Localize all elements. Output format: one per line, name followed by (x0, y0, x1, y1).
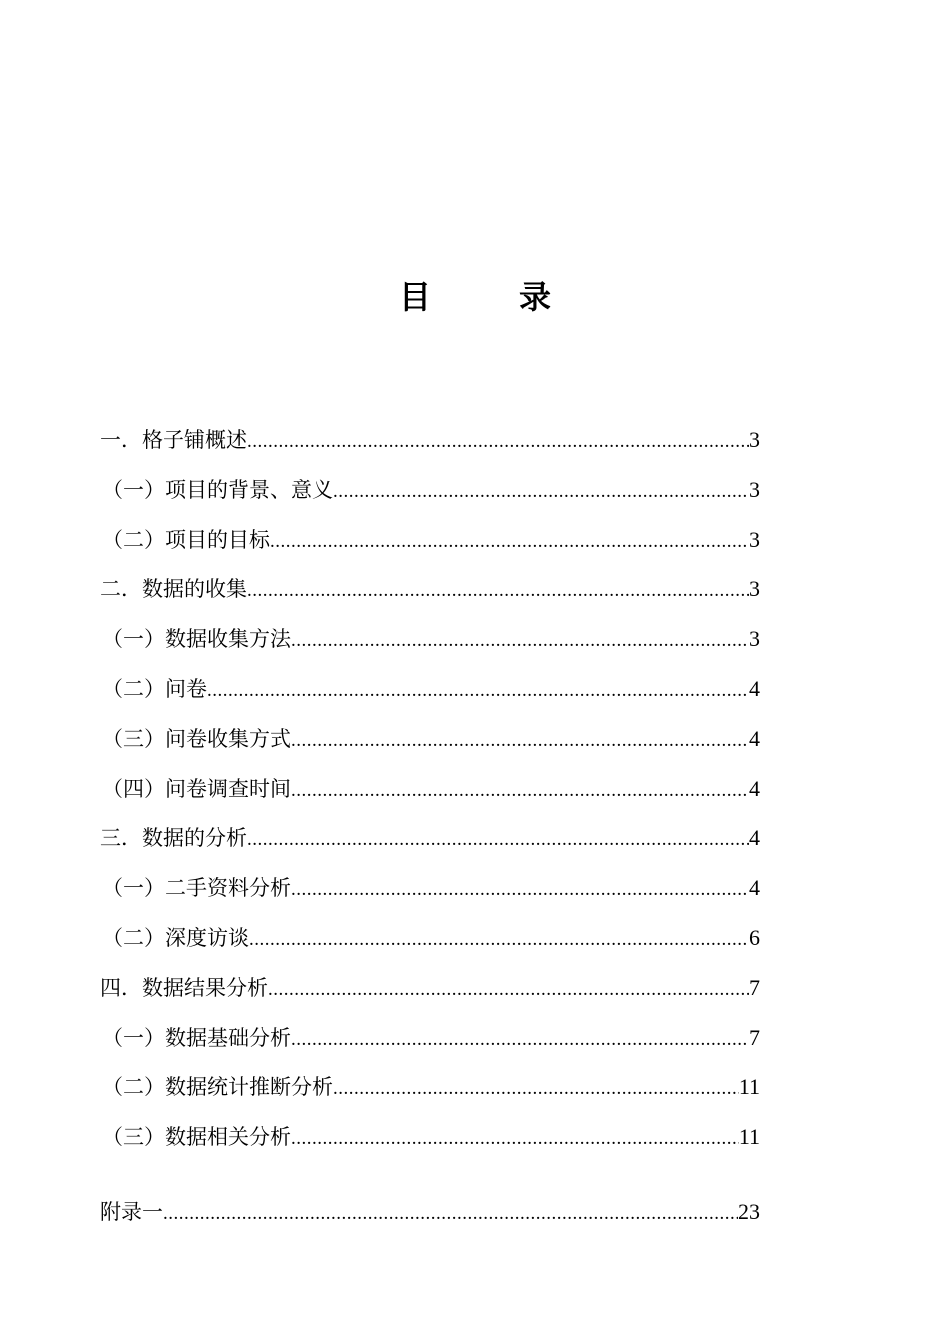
toc-entry-4-1[interactable] (100, 1018, 760, 1068)
toc-entry-label: （三）数据相关分析 (102, 1125, 291, 1150)
toc-leader-dots (291, 1119, 739, 1159)
toc-entry-label: （二）问卷 (102, 676, 207, 701)
toc-entry-label: （二）数据统计推断分析 (102, 1075, 333, 1100)
toc-entry-page: 7 (749, 974, 760, 1000)
toc-entry-1-1[interactable] (100, 470, 760, 520)
toc-entry-label: （四）问卷调查时间 (102, 776, 291, 801)
toc-entry-page: 4 (749, 675, 760, 701)
toc-entry-label: 四．数据结果分析 (100, 975, 268, 1000)
toc-entry-page: 4 (749, 875, 760, 901)
toc-entry-label: 二．数据的收集 (100, 577, 247, 602)
toc-title: 目 录 (398, 278, 579, 316)
toc-leader-dots (207, 671, 749, 711)
toc-leader-dots (291, 621, 749, 661)
toc-leader-dots (291, 721, 749, 761)
toc-entry-page: 23 (738, 1198, 760, 1224)
toc-entry-page: 4 (749, 825, 760, 851)
toc-leader-dots (268, 970, 749, 1010)
toc-entry-page: 3 (749, 526, 760, 552)
toc-entry-3[interactable] (100, 818, 760, 868)
toc-leader-dots (291, 771, 749, 811)
toc-entry-page: 7 (749, 1024, 760, 1050)
toc-leader-dots (247, 571, 749, 611)
toc-entry-label: 一．格子铺概述 (100, 428, 247, 452)
toc-entry-1-2[interactable] (100, 520, 760, 570)
toc-entry-page: 3 (749, 427, 760, 452)
toc-entry-2-2[interactable] (100, 669, 760, 719)
toc-entry-appendix-1[interactable] (100, 1192, 760, 1242)
toc-leader-dots (247, 820, 749, 860)
toc-entry-label: （一）项目的背景、意义 (102, 477, 333, 502)
toc-entry-3-1[interactable] (100, 868, 760, 918)
toc-entry-3-2[interactable] (100, 918, 760, 968)
toc-leader-dots (291, 870, 749, 910)
toc-entry-2-4[interactable] (100, 769, 760, 819)
toc-entry-page: 6 (749, 924, 760, 950)
toc-entry-label: 三．数据的分析 (100, 826, 247, 851)
toc-entry-2-3[interactable] (100, 719, 760, 769)
toc-entry-1[interactable] (100, 420, 760, 470)
toc-entry-2[interactable] (100, 569, 760, 619)
toc-entry-label: 附录一 (100, 1199, 163, 1224)
toc-leader-dots (333, 472, 749, 512)
toc-entry-page: 11 (738, 1124, 760, 1150)
toc-entry-4[interactable] (100, 968, 760, 1018)
toc-entry-2-1[interactable] (100, 619, 760, 669)
toc-entry-label: （一）二手资料分析 (102, 876, 291, 901)
toc-entry-4-2[interactable] (100, 1067, 760, 1117)
toc-leader-dots (291, 1020, 749, 1060)
toc-entry-label: （三）问卷收集方式 (102, 726, 291, 751)
toc-leader-dots (333, 1069, 739, 1109)
toc-entry-label: （一）数据基础分析 (102, 1025, 291, 1050)
toc-entry-label: （一）数据收集方法 (102, 627, 291, 652)
toc-entry-page: 3 (749, 576, 760, 602)
toc-entry-page: 4 (749, 725, 760, 751)
toc-entry-4-3[interactable] (100, 1117, 760, 1167)
table-of-contents (100, 420, 760, 1242)
toc-entry-page: 3 (749, 476, 760, 502)
toc-entry-page: 4 (749, 775, 760, 801)
toc-leader-dots (247, 422, 749, 462)
toc-leader-dots (163, 1194, 738, 1234)
toc-leader-dots (270, 522, 749, 562)
toc-leader-dots (249, 920, 749, 960)
toc-entry-label: （二）项目的目标 (102, 527, 270, 552)
toc-entry-label: （二）深度访谈 (102, 925, 249, 950)
toc-entry-page: 3 (749, 626, 760, 652)
toc-entry-page: 11 (738, 1074, 760, 1100)
